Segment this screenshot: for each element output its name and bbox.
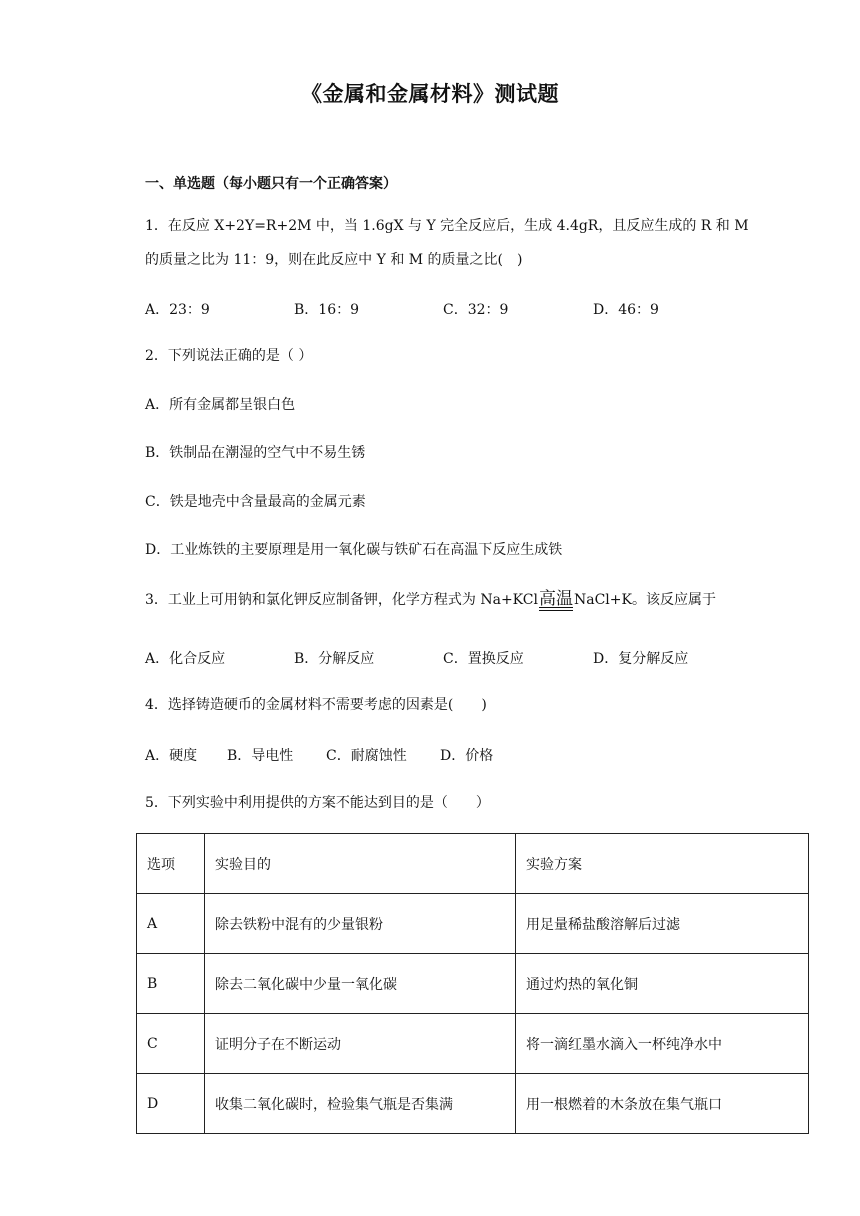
q1-option-b: B．16：9 xyxy=(294,302,360,318)
table-cell: 除去铁粉中混有的少量银粉 xyxy=(205,894,516,954)
table-cell: A xyxy=(137,894,205,954)
q1-option-a: A．23：9 xyxy=(145,302,210,318)
q1-stem-line2: 的质量之比为 11：9，则在此反应中 Y 和 M 的质量之比( ) xyxy=(145,252,523,268)
table-cell: 收集二氧化碳时，检验集气瓶是否集满 xyxy=(205,1074,516,1134)
table-cell: B xyxy=(137,954,205,1014)
q3-option-a: A．化合反应 xyxy=(145,651,226,667)
q3-stem-before: 3．工业上可用钠和氯化钾反应制备钾，化学方程式为 Na+KCl xyxy=(145,592,538,608)
q3-option-b: B．分解反应 xyxy=(294,651,375,667)
table-cell: 通过灼热的氧化铜 xyxy=(516,954,809,1014)
table-header-cell: 实验方案 xyxy=(516,834,809,894)
q2-option-b: B．铁制品在潮湿的空气中不易生锈 xyxy=(145,445,366,461)
q4-stem: 4．选择铸造硬币的金属材料不需要考虑的因素是( ) xyxy=(145,697,487,713)
q1-option-c: C．32：9 xyxy=(443,302,509,318)
q3-stem-after: NaCl+K。该反应属于 xyxy=(573,592,716,608)
table-cell: 将一滴红墨水滴入一杯纯净水中 xyxy=(516,1014,809,1074)
table-cell: 用一根燃着的木条放在集气瓶口 xyxy=(516,1074,809,1134)
experiment-table xyxy=(136,833,809,1134)
q2-stem: 2．下列说法正确的是（ ） xyxy=(145,348,313,364)
q3-stem xyxy=(145,590,716,611)
q5-stem: 5．下列实验中利用提供的方案不能达到目的是（ ） xyxy=(145,795,490,811)
table-row xyxy=(137,954,809,1014)
section-heading: 一、单选题（每小题只有一个正确答案） xyxy=(145,176,397,192)
q1-option-d: D．46：9 xyxy=(593,302,659,318)
page-title: 《金属和金属材料》测试题 xyxy=(301,82,559,106)
q4-option-c: C．耐腐蚀性 xyxy=(326,748,407,764)
table-cell: 证明分子在不断运动 xyxy=(205,1014,516,1074)
table-cell: C xyxy=(137,1014,205,1074)
q2-option-d: D．工业炼铁的主要原理是用一氧化碳与铁矿石在高温下反应生成铁 xyxy=(145,542,563,558)
table-row xyxy=(137,894,809,954)
q1-stem-line1: 1．在反应 X+2Y=R+2M 中，当 1.6gX 与 Y 完全反应后，生成 4.4gR，且反应生成的 R 和 M xyxy=(145,218,749,234)
q2-option-a: A．所有金属都呈银白色 xyxy=(145,397,296,413)
q4-option-a: A．硬度 xyxy=(145,748,198,764)
q3-option-d: D．复分解反应 xyxy=(593,651,689,667)
table-cell: 除去二氧化碳中少量一氧化碳 xyxy=(205,954,516,1014)
q2-option-c: C．铁是地壳中含量最高的金属元素 xyxy=(145,494,366,510)
table-header-cell: 实验目的 xyxy=(205,834,516,894)
table-header-row xyxy=(137,834,809,894)
reaction-condition: 高温 xyxy=(538,589,573,609)
q4-option-d: D．价格 xyxy=(440,748,494,764)
table-row xyxy=(137,1014,809,1074)
q3-option-c: C．置换反应 xyxy=(443,651,524,667)
table-header-cell: 选项 xyxy=(137,834,205,894)
table-cell: D xyxy=(137,1074,205,1134)
q4-option-b: B．导电性 xyxy=(227,748,294,764)
table-cell: 用足量稀盐酸溶解后过滤 xyxy=(516,894,809,954)
table-row xyxy=(137,1074,809,1134)
